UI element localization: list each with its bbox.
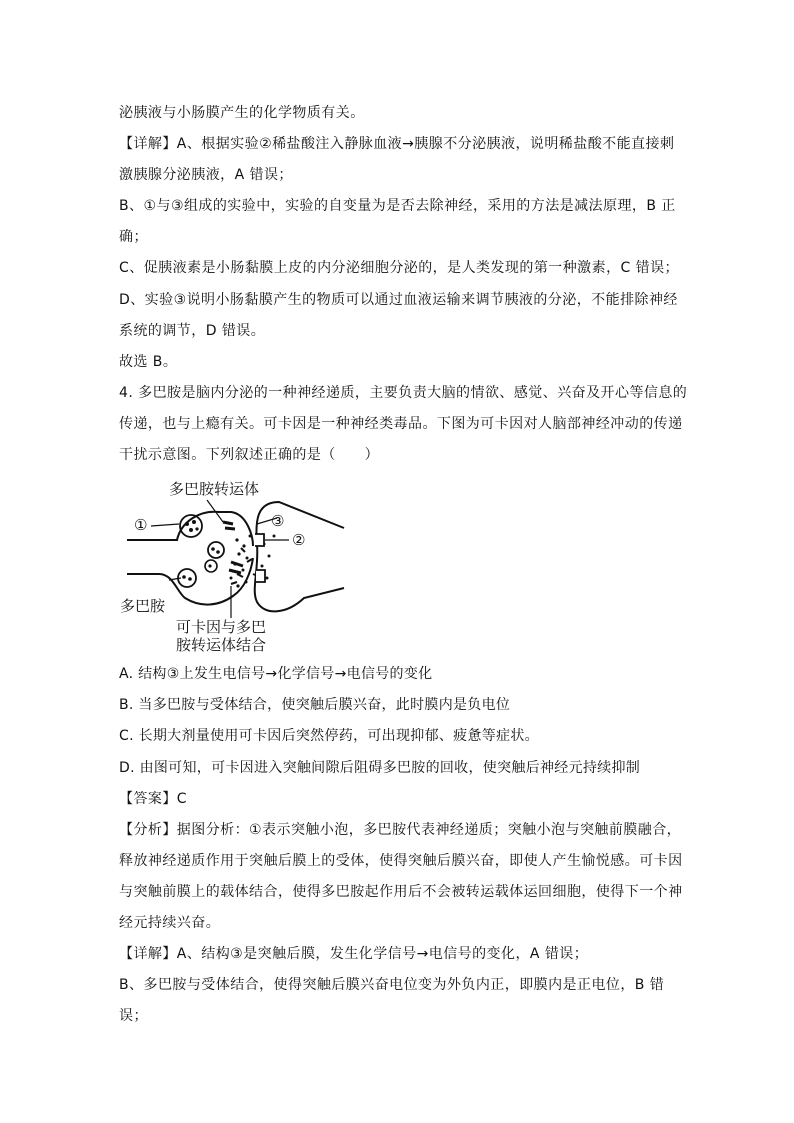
text-line: B、①与③组成的实验中，实验的自变量为是否去除神经，采用的方法是减法原理，B 正 <box>119 198 676 214</box>
text-line: C、促胰液素是小肠黏膜上皮的内分泌细胞分泌的，是人类发现的第一种激素，C 错误； <box>119 260 679 276</box>
option-b: B. 当多巴胺与受体结合，使突触后膜兴奋，此时膜内是负电位 <box>119 697 511 713</box>
question-stem: 传递，也与上瘾有关。可卡因是一种神经类毒品。下图为可卡因对人脑部神经冲动的传递 <box>119 416 683 432</box>
analysis-line: 与突触前膜上的载体结合，使得多巴胺起作用后不会被转运载体运回细胞，使得下一个神 <box>119 884 683 900</box>
text-line: 【详解】A、根据实验②稀盐酸注入静脉血液→胰腺不分泌胰液，说明稀盐酸不能直接刺 <box>119 136 675 152</box>
detail-line: 误； <box>119 1008 148 1024</box>
option-c: C. 长期大剂量使用可卡因后突然停药，可出现抑郁、疲惫等症状。 <box>119 728 539 744</box>
analysis-line: 【分析】据图分析：①表示突触小泡，多巴胺代表神经递质；突触小泡与突触前膜融合， <box>119 822 682 838</box>
text-line: D、实验③说明小肠黏膜产生的物质可以通过血液运输来调节胰液的分泌，不能排除神经 <box>119 292 678 308</box>
cocaine-molecules <box>231 548 258 584</box>
label-cocaine-binding-2: 胺转运体结合 <box>176 636 267 654</box>
option-d: D. 由图可知，可卡因进入突触间隙后阻碍多巴胺的回收，使突触后神经元持续抑制 <box>119 760 641 776</box>
synapse-diagram <box>119 474 359 654</box>
leader-lines <box>151 500 289 618</box>
text-line: 系统的调节，D 错误。 <box>119 323 266 339</box>
synaptic-vesicle-fusing <box>208 542 224 558</box>
label-cocaine-binding-1: 可卡因与多巴 <box>176 618 267 636</box>
synapse-diagram-svg <box>119 474 359 654</box>
synaptic-vesicle-lower <box>178 560 217 587</box>
label-structure-2: ② <box>292 531 306 549</box>
label-dopamine: 多巴胺 <box>120 597 166 615</box>
label-structure-1: ① <box>134 516 148 534</box>
text-line: 激胰腺分泌胰液，A 错误； <box>119 167 293 183</box>
question-stem: 4. 多巴胺是脑内分泌的一种神经递质，主要负责大脑的情欲、感觉、兴奋及开心等信息的 <box>119 385 688 401</box>
detail-line: 【详解】A、结构③是突触后膜，发生化学信号→电信号的变化，A 错误； <box>119 946 589 962</box>
label-dopamine-transporter: 多巴胺转运体 <box>169 480 260 498</box>
text-line: 确； <box>119 229 148 245</box>
text-line: 故选 B。 <box>119 354 178 370</box>
dopamine-transporter <box>223 522 243 573</box>
analysis-line: 释放神经递质作用于突触后膜上的受体，使得突触后膜兴奋，即使人产生愉悦感。可卡因 <box>119 853 683 869</box>
label-structure-3: ③ <box>271 512 285 530</box>
analysis-line: 经元持续兴奋。 <box>119 915 221 931</box>
detail-line: B、多巴胺与受体结合，使得突触后膜兴奋电位变为外负内正，即膜内是正电位，B 错 <box>119 977 665 993</box>
text-line: 泌胰液与小肠膜产生的化学物质有关。 <box>119 105 365 121</box>
answer-line: 【答案】C <box>119 791 188 807</box>
question-stem: 干扰示意图。下列叙述正确的是（ ） <box>119 447 380 463</box>
option-a: A. 结构③上发生电信号→化学信号→电信号的变化 <box>119 666 433 682</box>
